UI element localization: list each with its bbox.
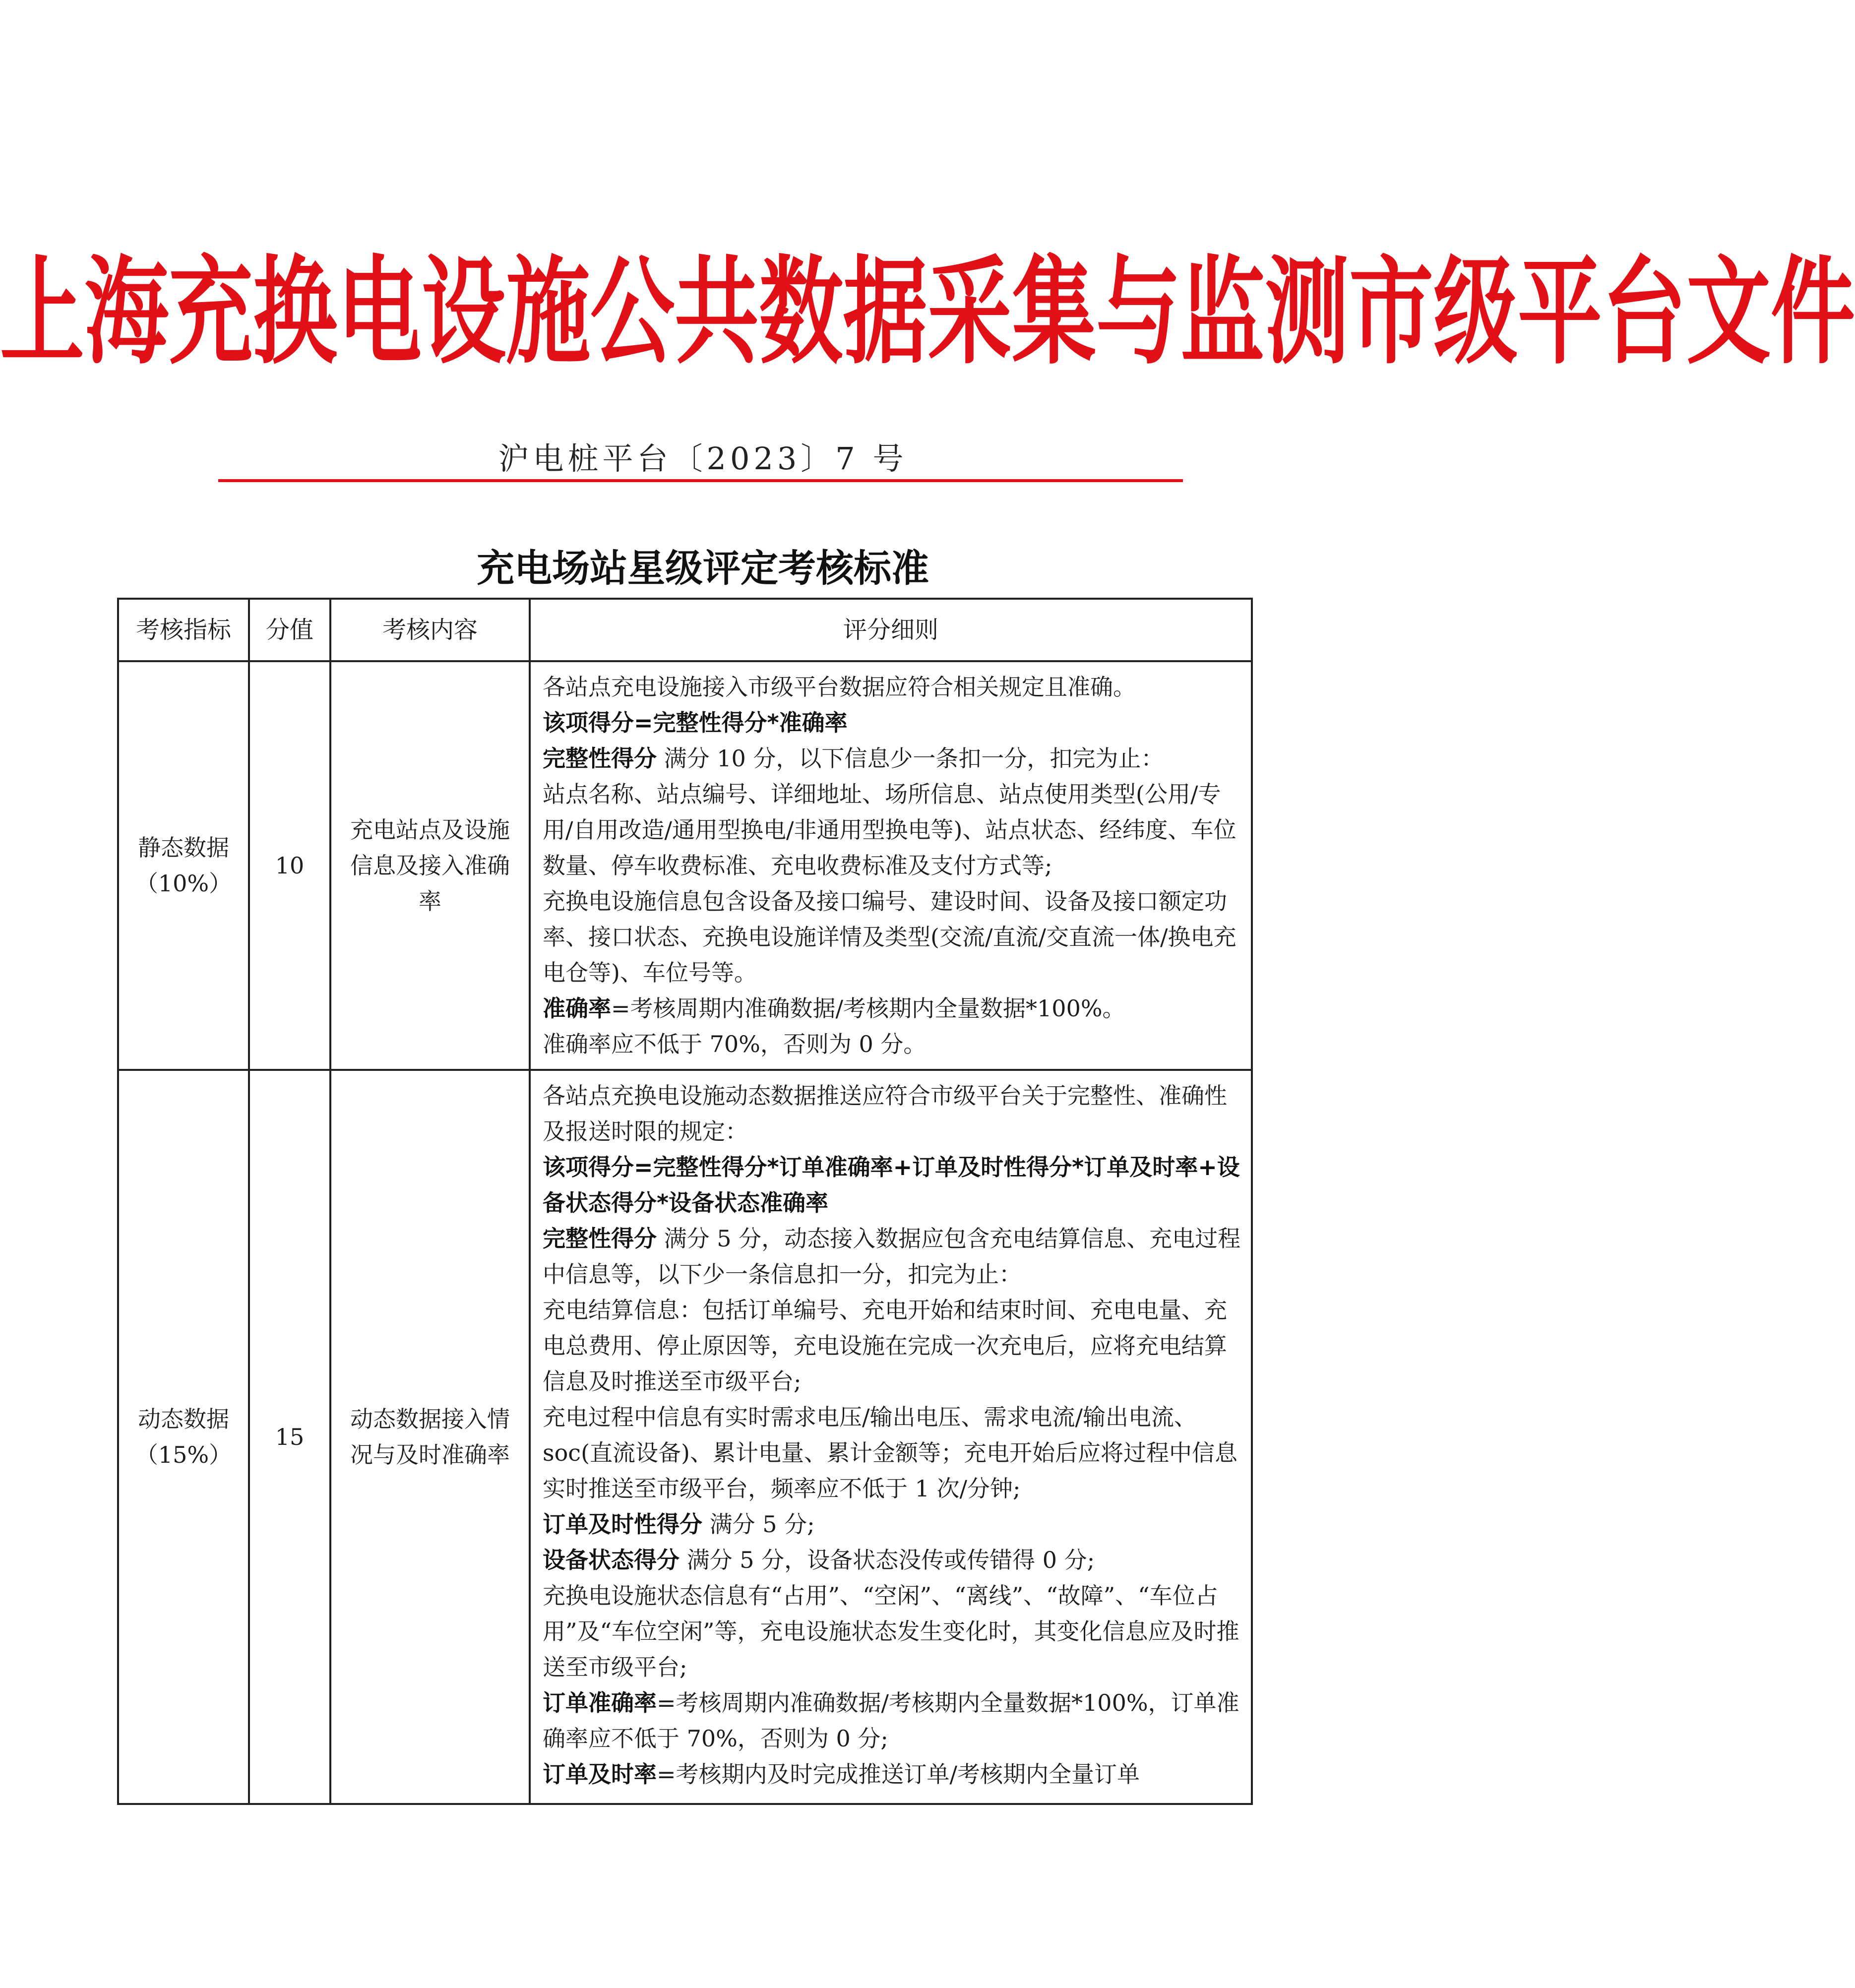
detail-line: 充电结算信息：包括订单编号、充电开始和结束时间、充电电量、充电总费用、停止原因等，充电设施在完成一次充电后，应将充电结算信息及时推送至市级平台; [543, 1297, 1227, 1395]
detail-line: 订单准确率=考核周期内准确数据/考核期内全量数据*100%，订单准确率应不低于 70%，否则为 0 分; [543, 1689, 1239, 1752]
detail-line: 该项得分=完整性得分*准确率 [543, 709, 848, 736]
content-cell: 充电站点及设施信息及接入准确率 [330, 661, 530, 1070]
detail-line: 充换电设施状态信息有“占用”、“空闲”、“离线”、“故障”、“车位占用”及“车位空闲”等，充电设施状态发生变化时，其变化信息应及时推送至市级平台; [543, 1582, 1239, 1680]
document-title: 充电场站星级评定考核标准 [477, 546, 929, 590]
indicator-name: 静态数据 [138, 834, 229, 861]
detail-line: 设备状态得分 满分 5 分，设备状态没传或传错得 0 分; [543, 1547, 1095, 1573]
indicator-name: 动态数据 [138, 1406, 229, 1432]
header-indicator: 考核指标 [118, 599, 249, 661]
detail-line: 充电过程中信息有实时需求电压/输出电压、需求电流/输出电流、soc(直流设备)、累计电量、累计金额等；充电开始后应将过程中信息实时推送至市级平台，频率应不低于 1 次/分钟; [543, 1404, 1237, 1502]
header-details: 评分细则 [530, 599, 1252, 661]
table-header-row [118, 599, 1252, 661]
score-cell: 10 [249, 661, 330, 1070]
detail-line: 该项得分=完整性得分*订单准确率+订单及时性得分*订单及时率+设备状态得分*设备状态准确率 [543, 1154, 1240, 1216]
score-cell: 15 [249, 1070, 330, 1804]
detail-line: 订单及时率=考核期内及时完成推送订单/考核期内全量订单 [543, 1761, 1140, 1788]
details-cell [530, 1070, 1252, 1804]
content-cell: 动态数据接入情况与及时准确率 [330, 1070, 530, 1804]
detail-line: 完整性得分 满分 10 分，以下信息少一条扣一分，扣完为止： [543, 745, 1164, 772]
red-divider-line [218, 479, 1183, 482]
detail-line: 充换电设施信息包含设备及接口编号、建设时间、设备及接口额定功率、接口状态、充换电设施详情及类型(交流/直流/交直流一体/换电充电仓等)、车位号等。 [543, 888, 1237, 986]
table-row [118, 1070, 1252, 1804]
detail-line: 准确率=考核周期内准确数据/考核期内全量数据*100%。 [543, 995, 1125, 1022]
indicator-cell [118, 1070, 249, 1804]
header-content: 考核内容 [330, 599, 530, 661]
detail-line: 各站点充电设施接入市级平台数据应符合相关规定且准确。 [543, 674, 1136, 700]
assessment-table [117, 598, 1253, 1805]
issuer-banner: 上海充换电设施公共数据采集与监测市级平台文件 [0, 245, 1855, 381]
details-cell [530, 661, 1252, 1070]
detail-line: 站点名称、站点编号、详细地址、场所信息、站点使用类型(公用/专用/自用改造/通用型换电/非通用型换电等)、站点状态、经纬度、车位数量、停车收费标准、充电收费标准及支付方式等; [543, 781, 1237, 879]
table-row [118, 661, 1252, 1070]
indicator-cell [118, 661, 249, 1070]
detail-line: 各站点充换电设施动态数据推送应符合市级平台关于完整性、准确性及报送时限的规定： [543, 1082, 1227, 1145]
detail-line: 完整性得分 满分 5 分，动态接入数据应包含充电结算信息、充电过程中信息等，以下少一条信息扣一分，扣完为止： [543, 1225, 1241, 1288]
document-number: 沪电桩平台〔2023〕7 号 [498, 440, 908, 477]
indicator-weight: （10%） [135, 870, 232, 897]
header-score: 分值 [249, 599, 330, 661]
detail-line: 订单及时性得分 满分 5 分; [543, 1511, 815, 1538]
detail-line: 准确率应不低于 70%，否则为 0 分。 [543, 1031, 927, 1057]
indicator-weight: （15%） [135, 1441, 232, 1468]
